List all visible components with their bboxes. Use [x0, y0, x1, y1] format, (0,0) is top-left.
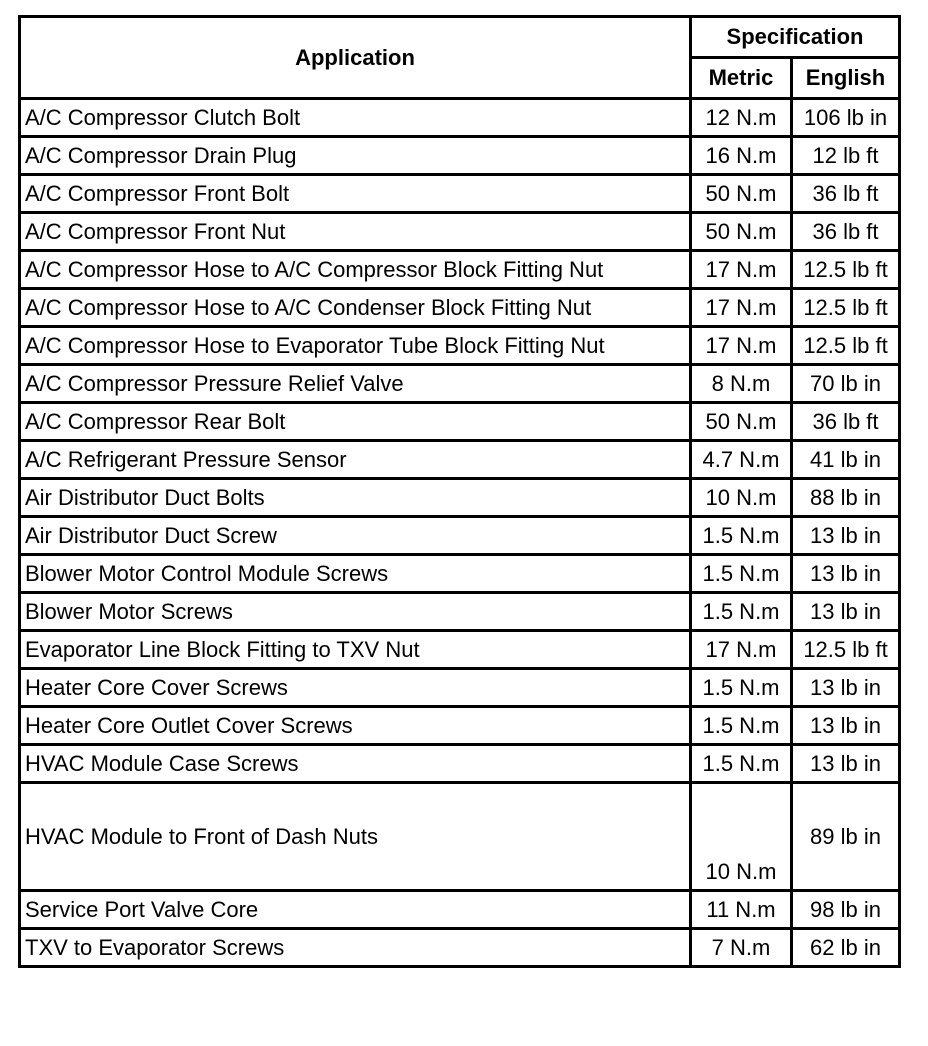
application-cell: A/C Compressor Rear Bolt [20, 403, 691, 441]
english-value-cell: 89 lb in [792, 783, 900, 891]
table-row [20, 441, 900, 479]
application-cell: A/C Compressor Clutch Bolt [20, 99, 691, 137]
english-value-cell: 12.5 lb ft [792, 251, 900, 289]
english-value-cell: 36 lb ft [792, 175, 900, 213]
table-header [20, 17, 900, 99]
metric-value-cell: 17 N.m [691, 289, 792, 327]
metric-value-cell: 16 N.m [691, 137, 792, 175]
table-row [20, 479, 900, 517]
application-cell: A/C Compressor Pressure Relief Valve [20, 365, 691, 403]
english-value-cell: 98 lb in [792, 891, 900, 929]
metric-value-cell: 10 N.m [691, 783, 792, 891]
fastener-specification-table [18, 15, 901, 968]
specification-header: Specification [691, 17, 900, 58]
metric-value-cell: 10 N.m [691, 479, 792, 517]
metric-value-cell: 8 N.m [691, 365, 792, 403]
application-cell: Heater Core Outlet Cover Screws [20, 707, 691, 745]
metric-value-cell: 1.5 N.m [691, 707, 792, 745]
table-row [20, 707, 900, 745]
application-cell: HVAC Module to Front of Dash Nuts [20, 783, 691, 891]
metric-value-cell: 50 N.m [691, 213, 792, 251]
metric-value-cell: 17 N.m [691, 631, 792, 669]
table-row [20, 289, 900, 327]
english-value-cell: 13 lb in [792, 669, 900, 707]
header-row-top [20, 17, 900, 58]
application-cell: A/C Compressor Hose to A/C Condenser Block Fitting Nut [20, 289, 691, 327]
application-cell: A/C Compressor Front Bolt [20, 175, 691, 213]
application-cell: A/C Compressor Hose to A/C Compressor Block Fitting Nut [20, 251, 691, 289]
table-row [20, 745, 900, 783]
application-cell: TXV to Evaporator Screws [20, 929, 691, 967]
table-row [20, 403, 900, 441]
application-cell: Air Distributor Duct Bolts [20, 479, 691, 517]
table-row [20, 175, 900, 213]
metric-value-cell: 12 N.m [691, 99, 792, 137]
table-row [20, 891, 900, 929]
english-value-cell: 88 lb in [792, 479, 900, 517]
application-header: Application [20, 17, 691, 99]
application-cell: A/C Compressor Drain Plug [20, 137, 691, 175]
table-row [20, 593, 900, 631]
metric-header: Metric [691, 58, 792, 99]
english-value-cell: 13 lb in [792, 517, 900, 555]
metric-value-cell: 1.5 N.m [691, 517, 792, 555]
english-value-cell: 12.5 lb ft [792, 631, 900, 669]
application-cell: A/C Refrigerant Pressure Sensor [20, 441, 691, 479]
application-cell: Heater Core Cover Screws [20, 669, 691, 707]
metric-value-cell: 11 N.m [691, 891, 792, 929]
english-value-cell: 70 lb in [792, 365, 900, 403]
application-cell: Evaporator Line Block Fitting to TXV Nut [20, 631, 691, 669]
english-value-cell: 12.5 lb ft [792, 327, 900, 365]
metric-value-cell: 1.5 N.m [691, 555, 792, 593]
metric-value-cell: 1.5 N.m [691, 669, 792, 707]
application-cell: A/C Compressor Hose to Evaporator Tube Block Fitting Nut [20, 327, 691, 365]
metric-value-cell: 17 N.m [691, 327, 792, 365]
english-value-cell: 41 lb in [792, 441, 900, 479]
metric-value-cell: 1.5 N.m [691, 593, 792, 631]
application-cell: HVAC Module Case Screws [20, 745, 691, 783]
metric-value-cell: 7 N.m [691, 929, 792, 967]
table-row [20, 517, 900, 555]
metric-value-cell: 4.7 N.m [691, 441, 792, 479]
application-cell: Blower Motor Screws [20, 593, 691, 631]
application-cell: Blower Motor Control Module Screws [20, 555, 691, 593]
metric-value-cell: 50 N.m [691, 175, 792, 213]
english-header: English [792, 58, 900, 99]
english-value-cell: 13 lb in [792, 555, 900, 593]
english-value-cell: 106 lb in [792, 99, 900, 137]
table-row [20, 555, 900, 593]
english-value-cell: 12.5 lb ft [792, 289, 900, 327]
table-row [20, 365, 900, 403]
application-cell: A/C Compressor Front Nut [20, 213, 691, 251]
table-row [20, 251, 900, 289]
english-value-cell: 36 lb ft [792, 213, 900, 251]
table-body [20, 99, 900, 967]
table-row [20, 783, 900, 891]
table-row [20, 929, 900, 967]
english-value-cell: 13 lb in [792, 707, 900, 745]
table-row [20, 137, 900, 175]
table-row [20, 213, 900, 251]
english-value-cell: 12 lb ft [792, 137, 900, 175]
metric-value-cell: 1.5 N.m [691, 745, 792, 783]
application-cell: Service Port Valve Core [20, 891, 691, 929]
table-row [20, 99, 900, 137]
metric-value-cell: 50 N.m [691, 403, 792, 441]
metric-value-cell: 17 N.m [691, 251, 792, 289]
english-value-cell: 13 lb in [792, 593, 900, 631]
english-value-cell: 13 lb in [792, 745, 900, 783]
english-value-cell: 62 lb in [792, 929, 900, 967]
table-row [20, 327, 900, 365]
english-value-cell: 36 lb ft [792, 403, 900, 441]
table-row [20, 631, 900, 669]
table-row [20, 669, 900, 707]
application-cell: Air Distributor Duct Screw [20, 517, 691, 555]
